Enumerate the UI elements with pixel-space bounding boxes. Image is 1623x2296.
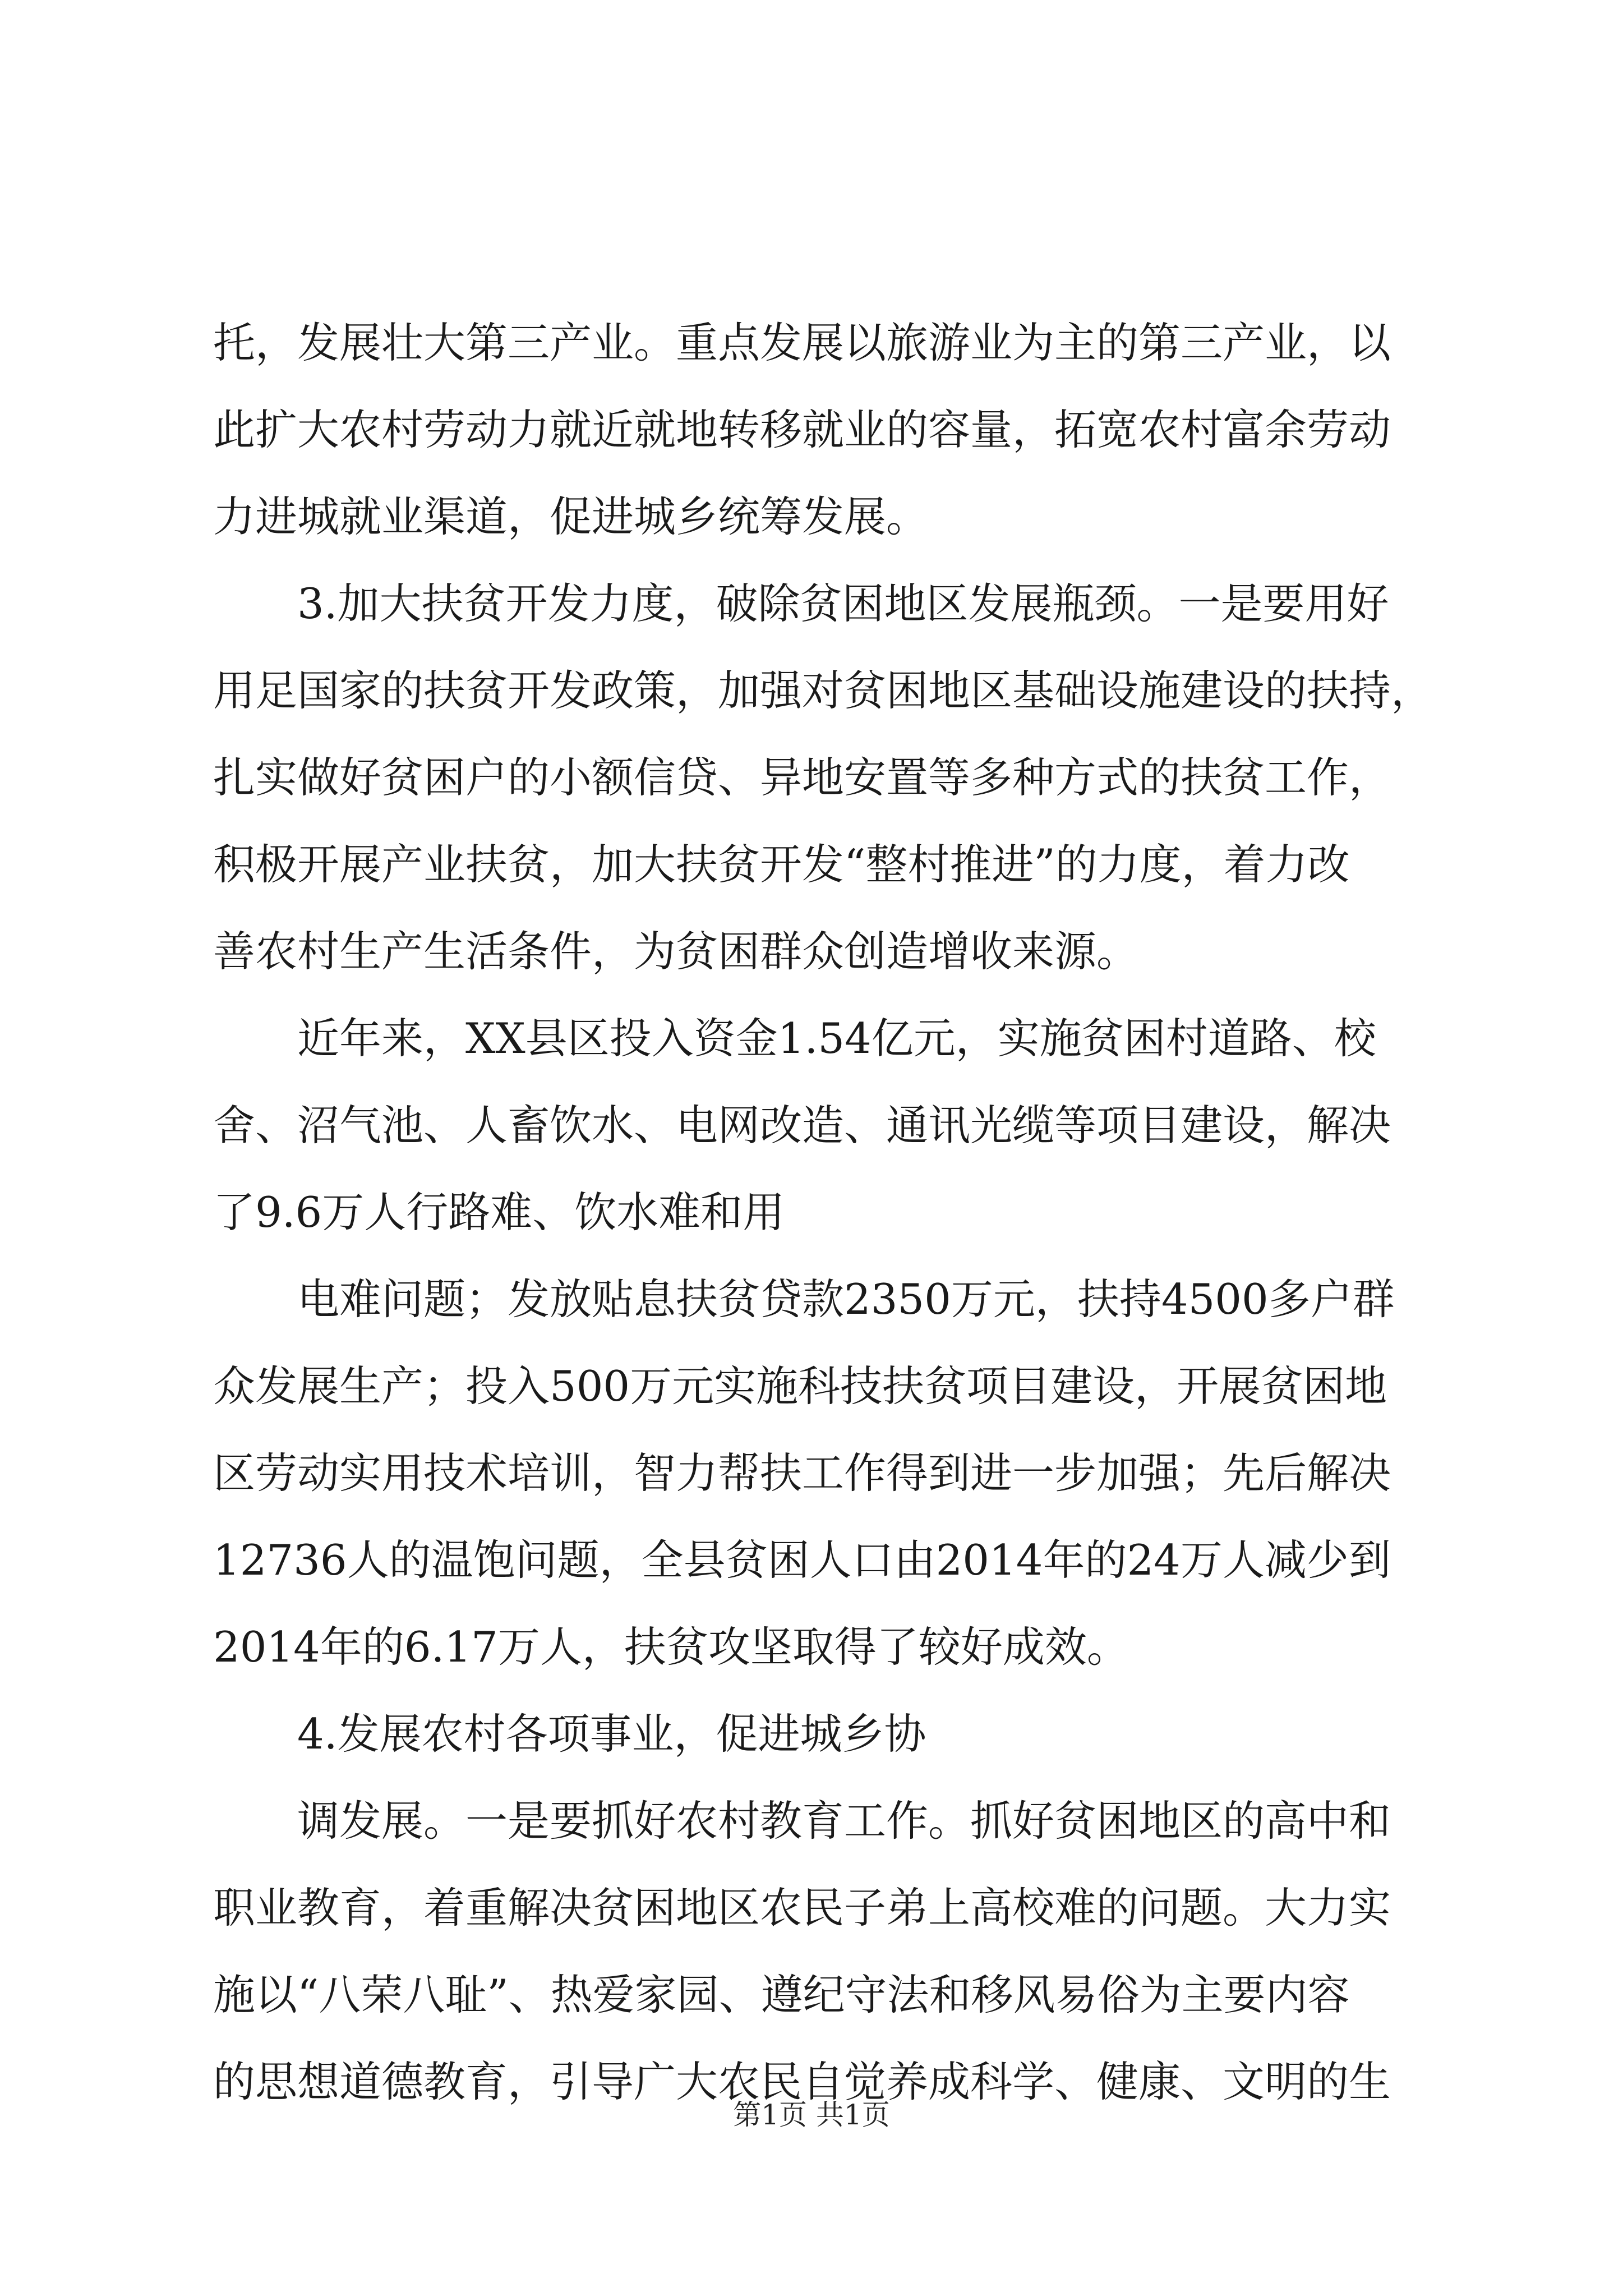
- text-line-19: 职业教育，着重解决贫困地区农民子弟上高校难的问题。大力实: [213, 1883, 1391, 1932]
- page-footer: 第1页 共1页: [733, 2099, 890, 2131]
- text-line-16: 2014年的6.17万人，扶贫攻坚取得了较好成效。: [213, 1622, 1129, 1672]
- text-line-8: 善农村生产生活条件，为贫困群众创造增收来源。: [213, 927, 1139, 976]
- text-line-17: 4.发展农村各项事业，促进城乡协: [297, 1709, 926, 1759]
- text-line-18: 调发展。一是要抓好农村教育工作。抓好贫困地区的高中和: [297, 1796, 1391, 1846]
- text-line-5: 用足国家的扶贫开发政策，加强对贫困地区基础设施建设的扶持，: [213, 666, 1433, 715]
- text-line-13: 众发展生产；投入500万元实施科技扶贫项目建设，开展贫困地: [213, 1361, 1387, 1411]
- text-line-2: 此扩大农村劳动力就近就地转移就业的容量，拓宽农村富余劳动: [213, 405, 1391, 454]
- text-line-20: 施以“八荣八耻”、热爱家园、遵纪守法和移风易俗为主要内容: [213, 1970, 1350, 2019]
- text-line-10: 舍、沼气池、人畜饮水、电网改造、通讯光缆等项目建设，解决: [213, 1101, 1391, 1150]
- text-line-12: 电难问题；发放贴息扶贫贷款2350万元，扶持4500多户群: [297, 1274, 1395, 1324]
- text-line-1: 托，发展壮大第三产业。重点发展以旅游业为主的第三产业，以: [213, 318, 1391, 367]
- text-line-3: 力进城就业渠道，促进城乡统筹发展。: [213, 492, 929, 541]
- text-line-15: 12736人的温饱问题，全县贫困人口由2014年的24万人减少到: [213, 1535, 1391, 1585]
- text-line-14: 区劳动实用技术培训，智力帮扶工作得到进一步加强；先后解决: [213, 1448, 1391, 1498]
- text-line-4: 3.加大扶贫开发力度，破除贫困地区发展瓶颈。一是要用好: [297, 579, 1389, 628]
- text-line-11: 了9.6万人行路难、饮水难和用: [213, 1188, 785, 1237]
- text-line-6: 扎实做好贫困户的小额信贷、异地安置等多种方式的扶贫工作，: [213, 753, 1391, 802]
- text-line-21: 的思想道德教育，引导广大农民自觉养成科学、健康、文明的生: [213, 2057, 1391, 2106]
- text-line-9: 近年来，XX县区投入资金1.54亿元，实施贫困村道路、校: [297, 1014, 1376, 1063]
- text-line-7: 积极开展产业扶贫，加大扶贫开发“整村推进”的力度，着力改: [213, 840, 1350, 889]
- document-body: [213, 300, 1433, 2125]
